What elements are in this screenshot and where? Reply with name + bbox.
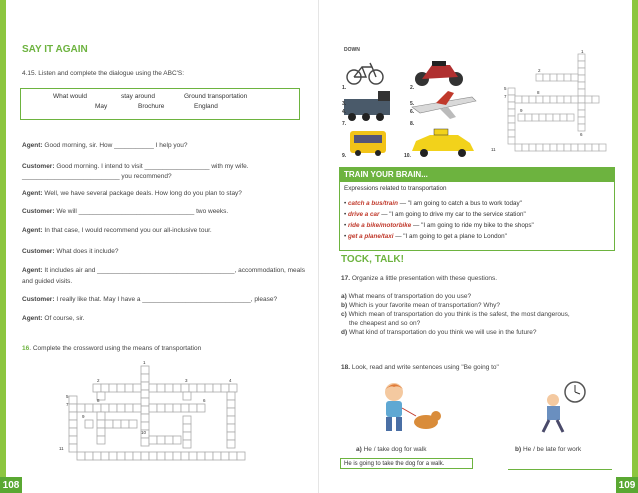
svg-text:1: 1 [143,360,146,365]
svg-text:8: 8 [537,90,540,95]
dialogue-line: Agent: It includes air and ______________________________________, accommodation, meals [22,267,305,274]
exercise-number: 4.15. [22,70,37,77]
svg-text:3.: 3. [342,101,347,107]
exercise-18-instruction: 18. Look, read and write sentences using "Be going to" [341,364,499,371]
word-england: England [194,103,218,110]
tock-talk-heading: TOCK, TALK! [341,254,404,265]
plane-icon [412,91,476,119]
svg-text:2: 2 [97,378,100,383]
dialogue-line: Agent: Good morning, sir. How ___________ I help you? [22,142,188,149]
answer-line-b [508,469,612,470]
svg-text:5.: 5. [410,101,415,107]
page-spine [318,0,319,493]
transport-pictures [340,55,485,163]
question-item: b) Which is your favorite mean of transportation? Why? [341,302,500,309]
train-your-brain-box [339,167,615,251]
svg-text:3: 3 [185,378,188,383]
expression-item: • ride a bike/motorbike — "I am going to ride my bike to the shops" [344,222,534,229]
svg-text:8.: 8. [410,121,415,127]
svg-text:7: 7 [504,94,507,99]
dialogue-line: Customer: Good morning. I intend to visit __________________ with my wife. [22,163,249,170]
svg-text:2.: 2. [410,85,415,91]
bicycle-icon [347,63,383,84]
word-stay-around: stay around [121,93,155,100]
exercise-16-instruction: 16. Complete the crossword using the means of transportation [22,345,202,352]
dialogue-line: Customer: What does it include? [22,248,119,255]
svg-text:2: 2 [538,68,541,73]
dialogue-line: Agent: In that case, I would recommend you our all-inclusive tour. [22,227,212,234]
crossword-grid-left [55,360,270,475]
down-label: DOWN [344,47,360,53]
svg-text:10: 10 [141,430,147,435]
question-item: the cheapest and so on? [349,320,421,327]
dialogue-line: Agent: Of course, sir. [22,315,85,322]
svg-text:4: 4 [229,378,232,383]
svg-text:1: 1 [581,49,584,54]
exercise-17-instruction: 17. Organize a little presentation with these questions. [341,275,498,282]
boy-walking-dog-picture [370,380,445,435]
crossword-grid-right [488,48,613,160]
dialogue-line: ___________________________ you recommend? [22,173,172,180]
caption-b: b) He / be late for work [515,446,582,453]
question-item: a) What means of transportation do you use? [341,293,472,300]
exercise-415-instruction [22,70,184,78]
page-number-left: 108 [0,477,22,493]
word-box [20,88,300,120]
dialogue-line: Agent: Well, we have several package deals. How long do you plan to stay? [22,190,242,197]
caption-a: a) He / take dog for walk [356,446,427,453]
word-what-would: What would [53,93,87,100]
exercise-text: Listen and complete the dialogue using the ABC'S: [36,70,185,77]
train-icon [344,91,390,121]
svg-text:10.: 10. [404,153,411,159]
bus-icon [350,131,386,156]
dialogue-line: Customer: We will ________________________________ two weeks. [22,208,229,215]
svg-text:6: 6 [580,132,583,137]
svg-text:9: 9 [520,108,523,113]
train-your-brain-title: TRAIN YOUR BRAIN... [340,168,614,182]
svg-text:7: 7 [66,402,69,407]
dialogue-line: Customer: I really like that. May I have a ______________________________, please? [22,296,278,303]
svg-text:5: 5 [66,394,69,399]
svg-text:11: 11 [59,446,64,451]
taxi-icon [412,129,474,157]
say-it-again-heading: SAY IT AGAIN [22,44,88,55]
page-number-right: 109 [616,477,638,493]
word-may: May [95,103,108,110]
svg-text:9: 9 [82,414,85,419]
expression-item: • drive a car — "I am going to drive my car to the service station" [344,211,526,218]
svg-text:7.: 7. [342,121,347,127]
dialogue-line: and guided visits. [22,278,73,285]
svg-text:9.: 9. [342,153,347,159]
right-edge-bar [632,0,638,493]
svg-text:8: 8 [97,398,100,403]
word-brochure: Brochure [138,103,165,110]
svg-text:1.: 1. [342,85,347,91]
left-edge-bar [0,0,6,493]
expression-item: • catch a bus/train — "I am going to catch a bus to work today" [344,200,522,207]
answer-box-a: He is going to take the dog for a walk. [340,458,473,469]
svg-text:11: 11 [491,147,496,152]
svg-text:6: 6 [203,398,206,403]
man-late-for-work-picture [535,380,595,435]
question-item: d) What kind of transportation do you think we will use in the future? [341,329,537,336]
train-subtitle: Expressions related to transportation [344,185,447,192]
svg-text:4.: 4. [342,109,347,115]
expression-item: • get a plane/taxi — "I am going to get a plane to London" [344,233,507,240]
word-ground-transportation: Ground transportation [184,93,248,100]
svg-text:6.: 6. [410,109,415,115]
motorbike-icon [415,61,463,86]
question-item: c) Which mean of transportation do you think is the safest, the most dangerous, [341,311,570,318]
svg-text:5: 5 [504,86,507,91]
